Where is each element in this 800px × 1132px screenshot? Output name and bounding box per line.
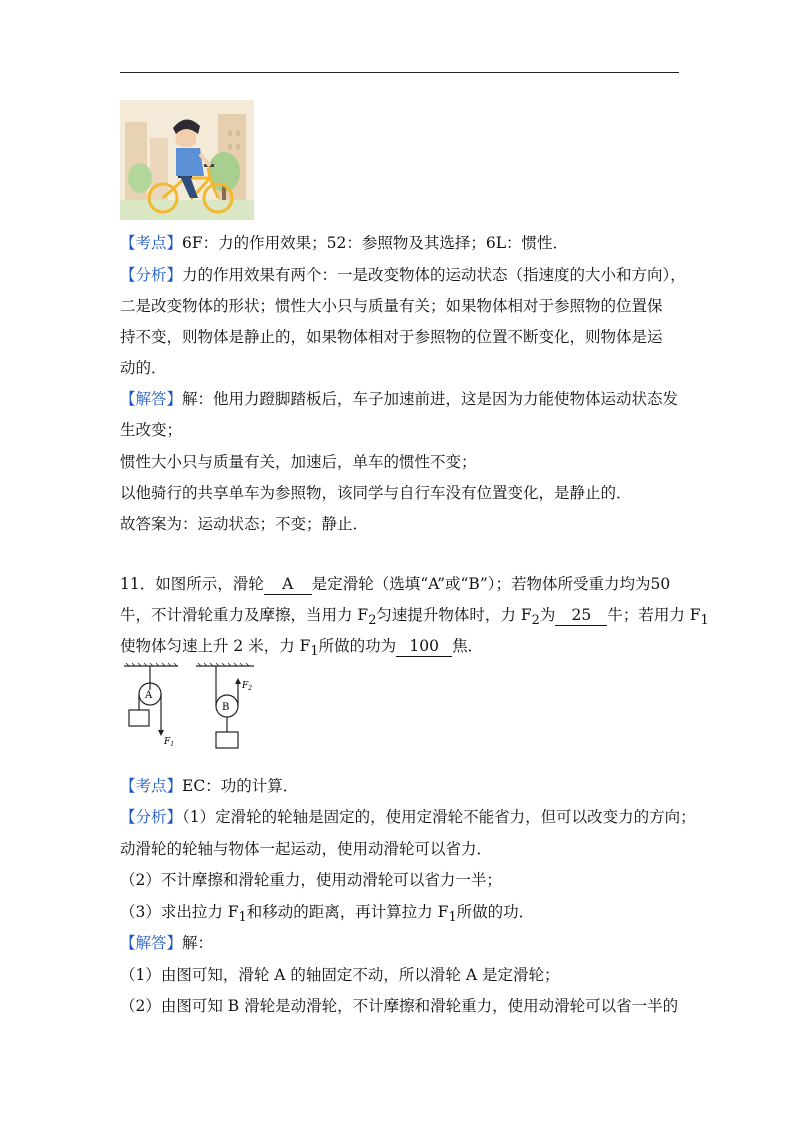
- q10-jieda-line-4: 以他骑行的共享单车为参照物，该同学与自行车没有位置变化，是静止的．: [120, 484, 632, 502]
- jieda-text: 解：他用力蹬脚踏板后，车子加速前进，这是因为力能使物体运动状态发: [182, 390, 679, 408]
- q10-jieda-line-3: 惯性大小只与质量有关，加速后，单车的惯性不变；: [120, 453, 477, 471]
- q10-fenxi-line-4: 动的．: [120, 359, 167, 377]
- q10-fenxi-line-2: 二是改变物体的形状；惯性大小只与质量有关；如果物体相对于参照物的位置保: [120, 297, 663, 315]
- q11-text: 匀速提升物体时，力 F: [376, 606, 532, 624]
- q11-text: 焦．: [452, 637, 484, 655]
- kaodian-text: 6F：力的作用效果；52：参照物及其选择；6L：惯性．: [182, 234, 569, 252]
- q11-fenxi-line-1: [120, 807, 696, 827]
- q11-answer-blank-1: A: [264, 574, 312, 595]
- q10-jieda-line-5: 故答案为：运动状态；不变；静止．: [120, 515, 369, 533]
- q10-jieda-line-1: [120, 389, 690, 409]
- fenxi-text: （1）定滑轮的轮轴是固定的，使用定滑轮不能省力，但可以改变力的方向；: [182, 808, 696, 826]
- fenxi-tag: 【分析】: [120, 808, 183, 826]
- q10-fenxi-line-3: 持不变，则物体是静止的，如果物体相对于参照物的位置不断变化，则物体是运: [120, 328, 663, 346]
- q10-fenxi-line-1: [120, 265, 690, 285]
- subscript: 1: [310, 644, 319, 660]
- q11-text: 牛；若用力 F: [607, 606, 701, 624]
- subscript: 2: [368, 613, 377, 629]
- fenxi-text: 力的作用效果有两个：一是改变物体的运动状态（指速度的大小和方向），: [182, 266, 686, 284]
- force-f1-label: $F_1$: [164, 737, 175, 748]
- jieda-tag: 【解答】: [120, 934, 183, 952]
- q11-question-line-2: [120, 605, 709, 631]
- q11-fenxi-line-4: [120, 902, 690, 928]
- q11-question-line-1: [120, 574, 690, 595]
- q11-jieda-line-0: [120, 933, 690, 953]
- jieda-text: 解：: [182, 934, 214, 952]
- q11-kaodian-line: [120, 776, 690, 796]
- q11-jieda-line-2: （2）由图可知 B 滑轮是动滑轮，不计摩擦和滑轮重力，使用动滑轮可以省一半的: [120, 997, 679, 1015]
- q11-answer-blank-3: 100: [396, 636, 452, 657]
- pulley-a-label: A: [145, 690, 153, 701]
- q11-fenxi-line-2: 动滑轮的轮轴与物体一起运动，使用动滑轮可以省力．: [120, 840, 493, 858]
- q11-answer-blank-2: 25: [555, 605, 607, 626]
- subscript: 1: [700, 613, 709, 629]
- kaodian-tag: 【考点】: [120, 234, 183, 252]
- bicycle-rider-illustration: [120, 100, 254, 220]
- q11-question-line-3: [120, 636, 690, 662]
- fenxi-text: 和移动的距离，再计算拉力 F: [246, 903, 449, 921]
- q11-text: 使物体匀速上升 2 米，力 F: [120, 637, 311, 655]
- kaodian-tag: 【考点】: [120, 777, 183, 795]
- q11-fenxi-line-3: （2）不计摩擦和滑轮重力，使用动滑轮可以省力一半；: [120, 871, 502, 889]
- q11-text: 11．如图所示，滑轮: [120, 575, 264, 593]
- q11-text: 是定滑轮（选填“A”或“B”）；若物体所受重力均为50: [311, 575, 671, 593]
- fenxi-tag: 【分析】: [120, 266, 183, 284]
- pulley-b-label: B: [222, 702, 230, 713]
- pulley-diagram: [120, 662, 260, 758]
- subscript: 2: [531, 613, 540, 629]
- jieda-tag: 【解答】: [120, 390, 183, 408]
- q11-text: 为: [539, 606, 556, 624]
- fenxi-text: 所做的功．: [456, 903, 535, 921]
- q10-kaodian-line: [120, 233, 690, 253]
- q10-jieda-line-2: 生改变；: [120, 421, 183, 439]
- subscript: 1: [448, 910, 457, 926]
- q11-text: 牛，不计滑轮重力及摩擦，当用力 F: [120, 606, 369, 624]
- q11-text: 所做的功为: [318, 637, 397, 655]
- force-f2-label: $F_2$: [242, 681, 253, 692]
- subscript: 1: [238, 910, 247, 926]
- header-rule: [120, 72, 679, 73]
- kaodian-text: EC：功的计算．: [182, 777, 299, 795]
- q11-jieda-line-1: （1）由图可知，滑轮 A 的轴固定不动，所以滑轮 A 是定滑轮；: [120, 966, 560, 984]
- fenxi-text: （3）求出拉力 F: [120, 903, 239, 921]
